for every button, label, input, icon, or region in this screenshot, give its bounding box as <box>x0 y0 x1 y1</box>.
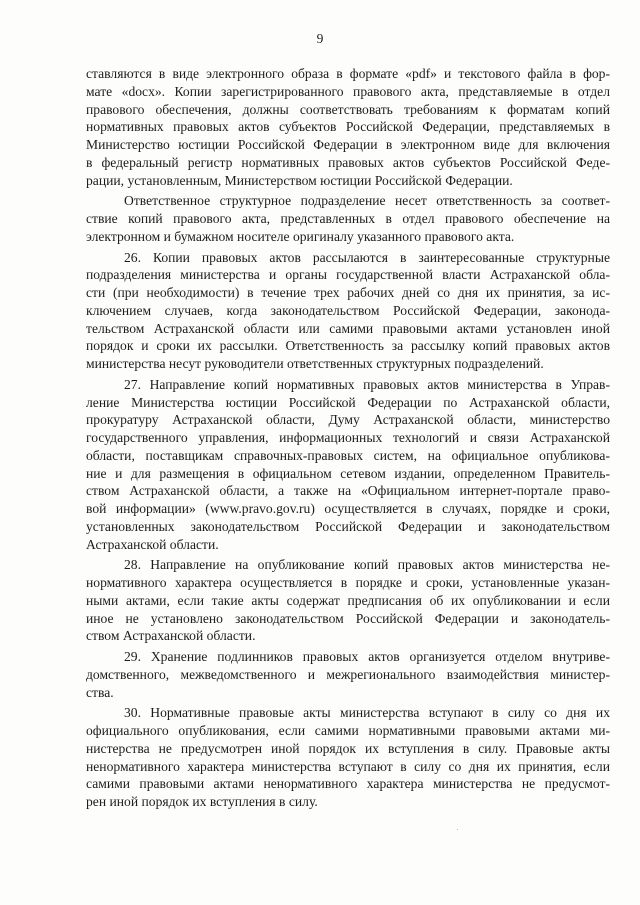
text-line: министерства несут руководители ответственных структурных подразделений. <box>86 356 544 371</box>
text-line: ства. <box>86 684 114 700</box>
text-line: мате «docx». Копии зарегистрированного правового акта, представляемые в отдел <box>86 83 610 99</box>
page-number: 9 <box>316 31 324 46</box>
text-line: электронном и бумажном носителе оригиналу указанного правового акта. <box>86 228 515 244</box>
text-line: 28. Направление на опубликование копий правовых актов министерства не- <box>124 557 610 573</box>
text-line: 26. Копии правовых актов рассылаются в заинтересованные структурные <box>124 249 610 265</box>
paragraph <box>86 192 610 245</box>
text-line: рен иной порядок их вступления в силу. <box>86 794 318 809</box>
text-line: иное не установлено законодательством Российской Федерации и законодатель- <box>86 610 610 626</box>
paragraph <box>86 704 610 811</box>
text-line: ление Министерства юстиции Российской Федерации по Астраханской области, <box>86 394 610 410</box>
text-line: вой информации» (www.pravo.gov.ru) осуществляется в случаях, порядке и сроки, <box>86 501 610 516</box>
text-line: ством Астраханской области. <box>86 628 256 644</box>
text-line: ствие копий правового акта, представленных в отдел правового обеспечение на <box>86 211 610 226</box>
text-line: Ответственное структурное подразделение несет ответственность за соответ- <box>124 193 610 209</box>
text-line: сти (при необходимости) в течение трех рабочих дней со дня их принятия, за ис- <box>86 285 610 300</box>
text-line: правового обеспечения, должны соответствовать требованиям к форматам копий <box>86 101 610 117</box>
text-line: ненормативного характера министерства вступают в силу со дня их принятия, если <box>86 758 610 774</box>
text-line: ными актами, если такие акты содержат предписания об их опубликовании и если <box>86 592 610 608</box>
text-line: установленных законодательством Российской Федерации и законодательством <box>86 518 610 534</box>
text-line: в федеральный регистр нормативных правовых актов субъектов Российской Феде- <box>86 154 610 170</box>
text-line: прокуратуру Астраханской области, Думу Астраханской области, министерство <box>86 412 610 428</box>
text-line: ством Астраханской области, а также на «Официальном интернет-портале право- <box>86 483 610 499</box>
text-line: области, поставщикам справочных-правовых систем, на официальное опубликова- <box>86 447 610 463</box>
text-line: самими правовыми актами ненормативного характера министерства не предусмот- <box>86 776 610 792</box>
text-line: ставляются в виде электронного образа в формате «pdf» и текстового файла в фор- <box>86 66 610 81</box>
text-line: 29. Хранение подлинников правовых актов организуется отделом внутриве- <box>124 649 610 664</box>
text-line: 30. Нормативные правовые акты министерства вступают в силу со дня их <box>124 705 610 721</box>
text-line: нормативного характера осуществляется в порядке и сроки, установленные указан- <box>86 575 610 590</box>
text-line: государственного управления, информационных технологий и связи Астраханской <box>86 430 610 445</box>
text-line: ние и для размещения в официальном сетевом издании, определенном Правитель- <box>86 465 610 481</box>
paragraph <box>86 648 610 701</box>
text-line: 27. Направление копий нормативных правовых актов министерства в Управ- <box>124 376 610 392</box>
text-line: домственного, межведомственного и межрегионального взаимодействия министер- <box>86 666 610 682</box>
paragraph <box>86 556 610 645</box>
scan-speck <box>457 829 458 830</box>
text-line: подразделения министерства и органы государственной власти Астраханской обла- <box>86 267 610 283</box>
document-body <box>86 65 610 811</box>
text-line: тельством Астраханской области или самими правовыми актами установлен иной <box>86 320 610 336</box>
text-line: официального опубликования, если самими нормативными правовыми актами ми- <box>86 723 610 738</box>
text-line: нистерства не предусмотрен иной порядок их вступления в силу. Правовые акты <box>86 740 610 756</box>
text-line: нормативных правовых актов субъектов Российской Федерации, представляемых в <box>86 119 610 135</box>
text-line: Министерство юстиции Российской Федерации в электронном виде для включения <box>86 137 610 152</box>
text-line: Астраханской области. <box>86 536 219 552</box>
paragraph <box>86 249 610 373</box>
text-line: порядок и сроки их рассылки. Ответственность за рассылку копий правовых актов <box>86 338 610 354</box>
paragraph <box>86 376 610 554</box>
text-line: рации, установленным, Министерством юстиции Российской Федерации. <box>86 172 513 188</box>
text-line: ключением случаев, когда законодательством Российской Федерации, законода- <box>86 302 610 318</box>
paragraph <box>86 65 610 189</box>
